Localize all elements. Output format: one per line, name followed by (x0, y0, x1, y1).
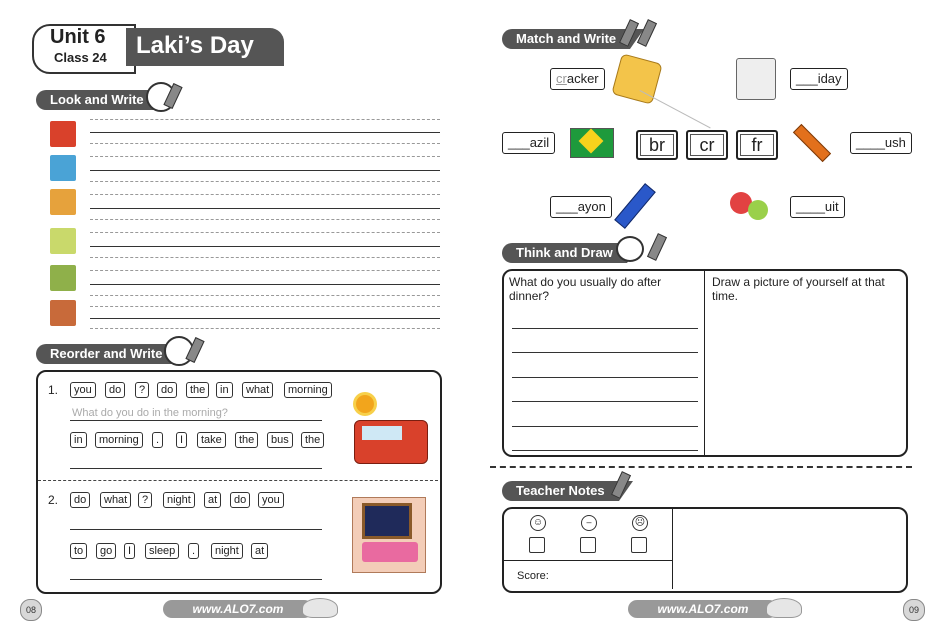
thought-cloud-icon (616, 236, 644, 262)
draw-prompt: Draw a picture of yourself at that time. (712, 275, 885, 303)
word-chip: morning (284, 382, 332, 398)
match-line (640, 90, 711, 128)
neutral-face-icon: – (581, 515, 597, 531)
word-chip: . (188, 543, 199, 559)
word-chip: the (186, 382, 209, 398)
word-chip: in (70, 432, 87, 448)
sun-icon (356, 395, 374, 413)
word-chip: at (204, 492, 221, 508)
brush-icon (793, 124, 831, 162)
answer-line (70, 420, 322, 421)
answer-line (512, 377, 698, 378)
score-label: Score: (517, 570, 549, 582)
crayon-word: ___ayon (550, 196, 612, 218)
word-chip: do (70, 492, 90, 508)
word-chip: to (70, 543, 87, 559)
word-chip: you (70, 382, 96, 398)
brush-word: ____ush (850, 132, 912, 154)
fish-icon (50, 155, 76, 181)
teacher-notes-header: Teacher Notes (502, 481, 619, 501)
page-divider (490, 466, 912, 468)
word-chip: . (152, 432, 163, 448)
cracker-suffix: acker (566, 71, 599, 86)
word-chip: go (96, 543, 116, 559)
fruit-icon (748, 200, 768, 220)
cracker-prefix: cr (556, 71, 567, 86)
unit-class: Class 24 (54, 50, 107, 65)
notes-divider-v (672, 509, 673, 589)
answer-line (512, 328, 698, 329)
happy-face-icon: ☺ (530, 515, 546, 531)
pencil-icon (647, 233, 667, 261)
word-chip: take (197, 432, 226, 448)
look-write-header: Look and Write (36, 90, 158, 110)
cracker-word (550, 68, 605, 90)
calendar-icon (736, 58, 776, 100)
sad-face-icon: ☹ (632, 515, 648, 531)
notes-divider-h (504, 560, 672, 561)
word-chip: morning (95, 432, 143, 448)
shell-icon (302, 598, 338, 618)
page-number-left: 08 (20, 599, 42, 621)
happy-checkbox[interactable] (529, 537, 545, 553)
bus-icon (50, 121, 76, 147)
word-chip: what (242, 382, 273, 398)
fruit-word: ____uit (790, 196, 845, 218)
q2-number: 2. (48, 493, 59, 507)
answer-line (70, 468, 322, 469)
park-icon (50, 189, 76, 215)
answer-line (70, 579, 322, 580)
word-chip: you (258, 492, 284, 508)
blend-box-cr: cr (686, 130, 728, 160)
tv-icon (50, 228, 76, 254)
teacher-notes-panel (502, 507, 908, 593)
bus-window (362, 426, 402, 440)
think-draw-divider (704, 271, 705, 455)
reorder-write-header: Reorder and Write (36, 344, 176, 364)
word-chip: do (157, 382, 177, 398)
answer-line (512, 352, 698, 353)
think-question: What do you usually do after dinner? (509, 275, 662, 303)
word-chip: bus (267, 432, 293, 448)
word-chip: in (216, 382, 233, 398)
word-chip: I (176, 432, 187, 448)
neutral-checkbox[interactable] (580, 537, 596, 553)
answer-line (512, 426, 698, 427)
word-chip: at (251, 543, 268, 559)
word-chip: what (100, 492, 131, 508)
q1-number: 1. (48, 383, 59, 397)
word-chip: ? (135, 382, 149, 398)
crayon-icon (614, 183, 656, 229)
sad-checkbox[interactable] (631, 537, 647, 553)
think-draw-header: Think and Draw (502, 243, 627, 263)
bedroom-icon (50, 300, 76, 326)
word-chip: night (163, 492, 195, 508)
unit-banner (32, 24, 290, 70)
unit-title: Unit 6 (50, 26, 106, 48)
word-chip: the (301, 432, 324, 448)
answer-line (512, 450, 698, 451)
match-write-header: Match and Write (502, 29, 630, 49)
bed (362, 542, 418, 562)
word-chip: night (211, 543, 243, 559)
blend-box-br: br (636, 130, 678, 160)
word-chip: the (235, 432, 258, 448)
night-window (362, 503, 412, 539)
reorder-divider (38, 480, 438, 481)
word-chip: I (124, 543, 135, 559)
q1-sample-answer: What do you do in the morning? (72, 407, 228, 419)
page-number-right: 09 (903, 599, 925, 621)
answer-line (70, 529, 322, 530)
word-chip: ? (138, 492, 152, 508)
unit-name: Laki’s Day (136, 32, 254, 59)
word-chip: do (105, 382, 125, 398)
answer-line (512, 401, 698, 402)
word-chip: do (230, 492, 250, 508)
shell-icon (766, 598, 802, 618)
footer-url-left: www.ALO7.com (163, 600, 313, 618)
holiday-word: ___iday (790, 68, 848, 90)
blend-box-fr: fr (736, 130, 778, 160)
brazil-word: ___azil (502, 132, 555, 154)
tv2-icon (50, 265, 76, 291)
footer-url-right: www.ALO7.com (628, 600, 778, 618)
word-chip: sleep (145, 543, 179, 559)
